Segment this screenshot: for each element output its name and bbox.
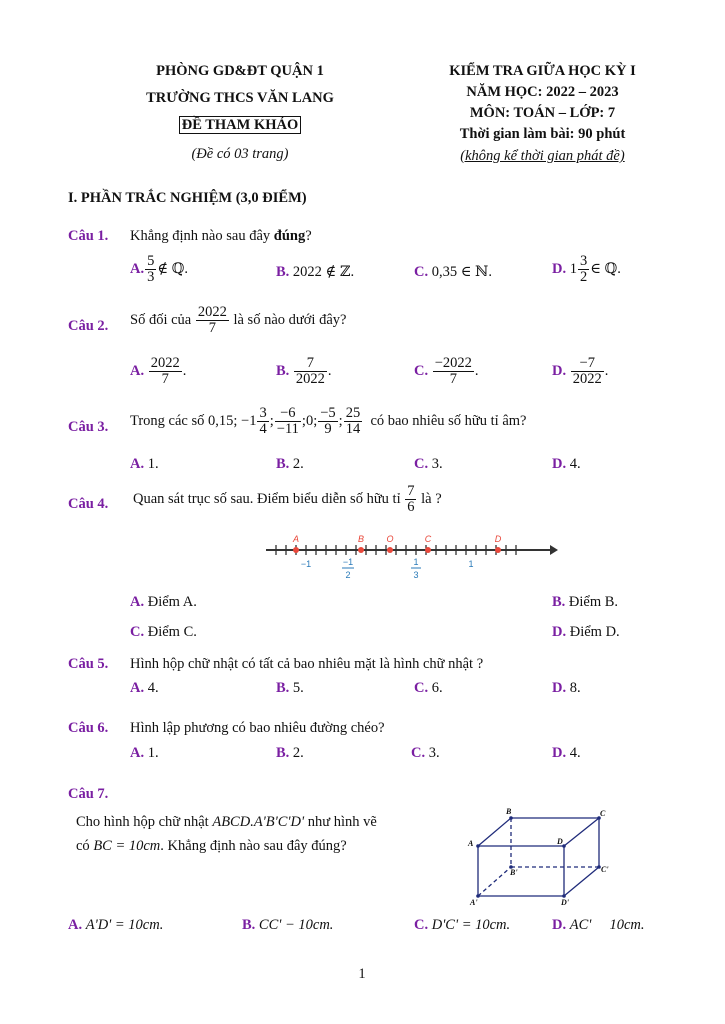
q7-label: Câu 7. (68, 786, 109, 802)
arrow-head (550, 545, 558, 555)
q4-option-a[interactable]: A. Điểm A. (130, 594, 197, 610)
q1-b-text: 2022 ∉ ℤ. (292, 264, 355, 280)
point-label-c: C (424, 534, 432, 544)
q3-option-b[interactable]: B. 2. (276, 456, 304, 472)
header-exam-title: KIỂM TRA GIỮA HỌC KỲ I (449, 63, 636, 79)
q2-option-a[interactable]: A. $\frac{2022}{7}$ . (130, 355, 187, 388)
header-exam-type-wrap (120, 117, 360, 134)
q4-text: Quan sát trục số sau. Điểm biểu diễn số hữu tỉ $\frac{7}{6}$ là ? (133, 483, 442, 516)
q7-option-c[interactable]: C. D'C' = 10cm. (414, 917, 511, 933)
option-letter: D. (552, 363, 567, 380)
tick-label-one: 1 (468, 559, 474, 569)
q1-option-b[interactable] (276, 264, 354, 281)
q3-option-a[interactable]: A. 1. (130, 456, 159, 472)
q7-option-b[interactable]: B. CC' − 10cm. (242, 917, 334, 933)
q1-d-text: ∈ ℚ. (590, 261, 621, 278)
point-label-a: A (292, 534, 300, 544)
point-o (387, 547, 393, 553)
q6-label: Câu 6. (68, 720, 109, 736)
header-duration: Thời gian làm bài: 90 phút (459, 126, 626, 142)
q7-line1: Cho hình hộp chữ nhật ABCD.A'B'C'D' như hình vẽ (76, 814, 377, 830)
point-a (293, 547, 299, 553)
q1-text: Khẳng định nào sau đây đúng? (130, 228, 312, 244)
point-c (425, 547, 431, 553)
q6-text: Hình lập phương có bao nhiêu đường chéo? (130, 720, 385, 736)
q1-label: Câu 1. (68, 228, 109, 244)
q3-option-d[interactable]: D. 4. (552, 456, 581, 472)
point-b (358, 547, 364, 553)
tick-label-minus-half-num: −1 (342, 557, 354, 567)
q6-option-d[interactable]: D. 4. (552, 745, 581, 761)
tick-label-third-num: 1 (413, 557, 419, 567)
q4-option-c[interactable]: C. Điểm C. (130, 624, 197, 640)
tick-label-minus-half-den: 2 (345, 570, 351, 580)
q6-option-b[interactable]: B. 2. (276, 745, 304, 761)
tick-label-minus-one: −1 (300, 559, 312, 569)
q3-text: Trong các số 0,15; −1 $\frac{3}{4}$ ; $\frac{-6}{-11}$ ; 0; $\frac{-5}{9}$ ; $\frac{25}{14}$ có bao nhiêu số hữu tỉ âm? (130, 405, 527, 438)
q1-option-a[interactable]: A. $\frac{5}{3}$ ∉ ℚ. (130, 253, 188, 286)
header-school: TRƯỜNG THCS VĂN LANG (146, 90, 334, 106)
q2-option-b[interactable]: B. $\frac{7}{2022}$ . (276, 355, 332, 388)
header-subject: MÔN: TOÁN – LỚP: 7 (469, 105, 616, 121)
header-page-count: (Đề có 03 trang) (191, 146, 289, 162)
q2-text: Số đối của $\frac{2022}{7}$ là số nào dưới đây? (130, 304, 347, 337)
q5-option-d[interactable]: D. 8. (552, 680, 581, 696)
q3-option-c[interactable]: C. 3. (414, 456, 443, 472)
q5-option-b[interactable]: B. 5. (276, 680, 304, 696)
vertex-c-prime: C' (601, 865, 609, 874)
q6-option-c[interactable]: C. 3. (411, 745, 440, 761)
q4-option-d[interactable]: D. Điểm D. (552, 624, 620, 640)
q7-line2: có BC = 10cm. Khẳng định nào sau đây đúng? (76, 838, 347, 854)
vertex-b: B (506, 807, 512, 816)
q2-option-d[interactable]: D. $\frac{-7}{2022}$ . (552, 355, 609, 388)
q1-c-text: 0,35 ∈ ℕ. (431, 264, 492, 280)
vertex-d: D (557, 837, 563, 846)
q5-option-a[interactable]: A. 4. (130, 680, 159, 696)
point-label-d: D (494, 534, 502, 544)
q4-option-b[interactable]: B. Điểm B. (552, 594, 619, 610)
q1-a-text: ∉ ℚ. (157, 261, 188, 278)
rectangular-box-figure (462, 804, 622, 910)
number-line (262, 532, 562, 590)
option-letter: A. (130, 363, 145, 380)
page-number: 1 (358, 966, 366, 982)
vertex-c: C (600, 809, 606, 818)
q7-option-d[interactable]: D. AC' 10cm. (552, 917, 645, 933)
q5-label: Câu 5. (68, 656, 109, 672)
q3-label: Câu 3. (68, 419, 109, 435)
point-label-o: O (386, 534, 394, 544)
q1-option-c[interactable] (414, 264, 492, 281)
vertex-b-prime: B' (510, 868, 518, 877)
q2-label: Câu 2. (68, 318, 109, 334)
option-letter: B. (276, 363, 290, 380)
option-letter: B. (276, 264, 290, 280)
q2-option-c[interactable]: C. $\frac{-2022}{7}$ . (414, 355, 479, 388)
q7-option-a[interactable]: A. A'D' = 10cm. (68, 917, 164, 933)
header-duration-note: (không kể thời gian phát đề) (460, 148, 625, 164)
point-label-b: B (357, 534, 365, 544)
header-department: PHÒNG GD&ĐT QUẬN 1 (156, 63, 324, 79)
q1-option-d[interactable]: D. 1 $\frac{3}{2}$ ∈ ℚ. (552, 253, 621, 286)
header-exam-type: ĐỀ THAM KHẢO (179, 116, 302, 134)
option-letter: C. (414, 264, 429, 280)
option-letter: C. (414, 363, 429, 380)
tick-label-third-den: 3 (413, 570, 419, 580)
point-d (495, 547, 501, 553)
option-letter: D. (552, 261, 567, 278)
option-letter: A. (130, 261, 145, 278)
q5-text: Hình hộp chữ nhật có tất cả bao nhiêu mặt là hình chữ nhật ? (130, 656, 484, 672)
q4-label: Câu 4. (68, 496, 109, 512)
vertex-d-prime: D' (561, 898, 569, 907)
q5-option-c[interactable]: C. 6. (414, 680, 443, 696)
vertex-a-prime: A' (470, 898, 478, 907)
section-title: I. PHẦN TRẮC NGHIỆM (3,0 ĐIỂM) (68, 190, 307, 206)
header-school-year: NĂM HỌC: 2022 – 2023 (466, 84, 619, 100)
vertex-a: A (468, 839, 474, 848)
q6-option-a[interactable]: A. 1. (130, 745, 159, 761)
